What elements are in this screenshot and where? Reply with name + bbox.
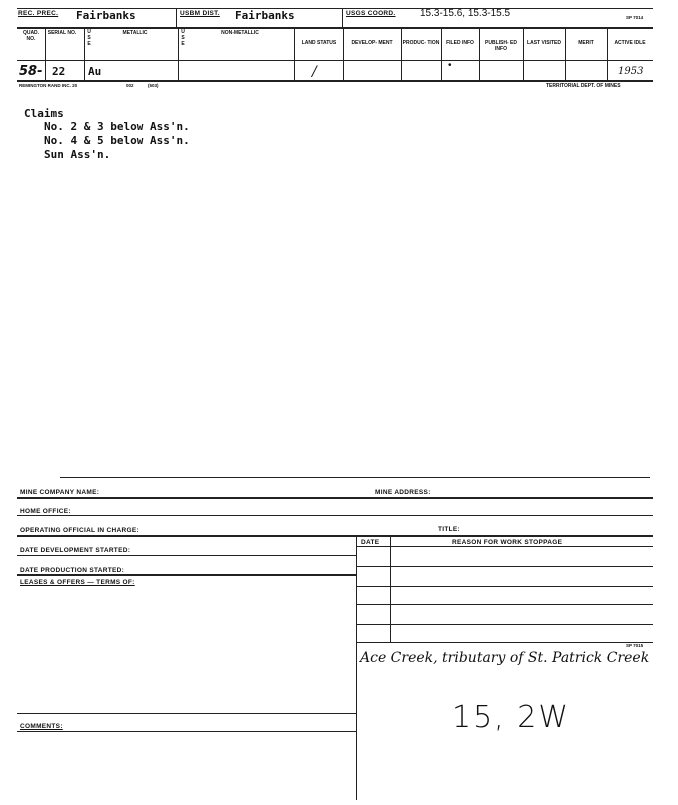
title-label: TITLE: [438,526,461,533]
col-divider [294,28,295,80]
col-divider [401,28,402,80]
active-idle-mark: 1953 [618,66,644,77]
col-development: DEVELOP- MENT [351,40,393,46]
rule [17,574,356,576]
land-status-mark: / [312,64,317,80]
col-non-metallic: NON-METALLIC [221,30,259,36]
divider [342,8,343,28]
col-active-idle: ACTIVE IDLE [614,40,646,46]
claims-line-3: Sun Ass'n. [44,148,111,161]
col-divider [84,28,85,80]
data-row-rule [17,80,653,82]
col-divider [343,28,344,80]
rule [356,586,653,587]
col-metallic: METALLIC [122,30,148,36]
serial-value: 22 [52,65,66,78]
mine-company-rule [17,497,653,499]
rule [356,642,653,643]
col-divider [479,28,480,80]
usbm-dist-value: Fairbanks [235,9,295,22]
leases-label: LEASES & OFFERS — TERMS OF: [20,579,135,586]
handwritten-township: 15, 2W [452,700,570,735]
col-serial-no: SERIAL NO. [47,30,77,36]
operating-official-label: OPERATING OFFICIAL IN CHARGE: [20,527,139,534]
printer-code-1: 002 [126,83,134,88]
rule [17,535,653,537]
rule [17,713,356,714]
date-column-divider [390,535,391,642]
date-column-header: DATE [361,539,380,546]
header-row-rule [17,60,653,61]
mine-address-label: MINE ADDRESS: [375,489,431,496]
col-divider [441,28,442,80]
col-production: PRODUC- TION [402,40,440,46]
usgs-coord-value: 15.3-15.6, 15.3-15.5 [420,8,511,19]
col-divider [565,28,566,80]
col-merit: MERIT [578,40,594,46]
metallic-value: Au [88,65,102,78]
form-number: SP 7014 [626,15,644,20]
col-published-info: PUBLISH- ED INFO [485,40,517,52]
home-office-label: HOME OFFICE: [20,508,71,515]
usgs-coord-label: USGS COORD. [346,10,396,17]
rule [356,624,653,625]
col-divider [178,28,179,80]
claims-heading: Claims [24,107,64,120]
form-vertical-divider [356,535,357,800]
mine-company-name-label: MINE COMPANY NAME: [20,489,100,496]
rule [356,604,653,605]
printer-imprint: REMINGTON RAND INC. 20 [19,83,78,88]
col-use-1: U S E [87,29,91,47]
usbm-dist-label: USBM DIST. [180,10,220,17]
lower-top-line [60,477,650,478]
rule [17,731,356,732]
filed-mark: • [448,60,452,71]
col-divider [607,28,608,80]
claims-line-1: No. 2 & 3 below Ass'n. [44,120,190,133]
rule [17,555,356,556]
col-land-status: LAND STATUS [301,40,337,46]
printer-code-2: (503) [148,83,159,88]
rec-prec-label: REC. PREC. [18,10,59,17]
form-number-2: SP 7015 [626,643,644,648]
comments-label: COMMENTS: [20,723,63,730]
col-divider [45,28,46,80]
rule [17,515,653,516]
header-rule [17,27,653,29]
dept-label: TERRITORIAL DEPT. OF MINES [546,83,621,89]
date-dev-started-label: DATE DEVELOPMENT STARTED: [20,547,131,554]
col-divider [523,28,524,80]
handwritten-location: Ace Creek, tributary of St. Patrick Creek [360,650,650,666]
col-filed-info: FILED INFO [446,40,474,46]
claims-line-2: No. 4 & 5 below Ass'n. [44,134,190,147]
reason-column-header: REASON FOR WORK STOPPAGE [452,539,563,546]
col-quad-no: QUAD. NO. [22,30,40,42]
date-prod-started-label: DATE PRODUCTION STARTED: [20,567,125,574]
rec-prec-value: Fairbanks [76,9,136,22]
quad-value: 58- [19,64,43,79]
col-last-visited: LAST VISITED [527,40,561,46]
col-use-2: U S E [181,29,185,47]
divider [176,8,177,28]
rule [356,566,653,567]
rule [356,546,653,547]
